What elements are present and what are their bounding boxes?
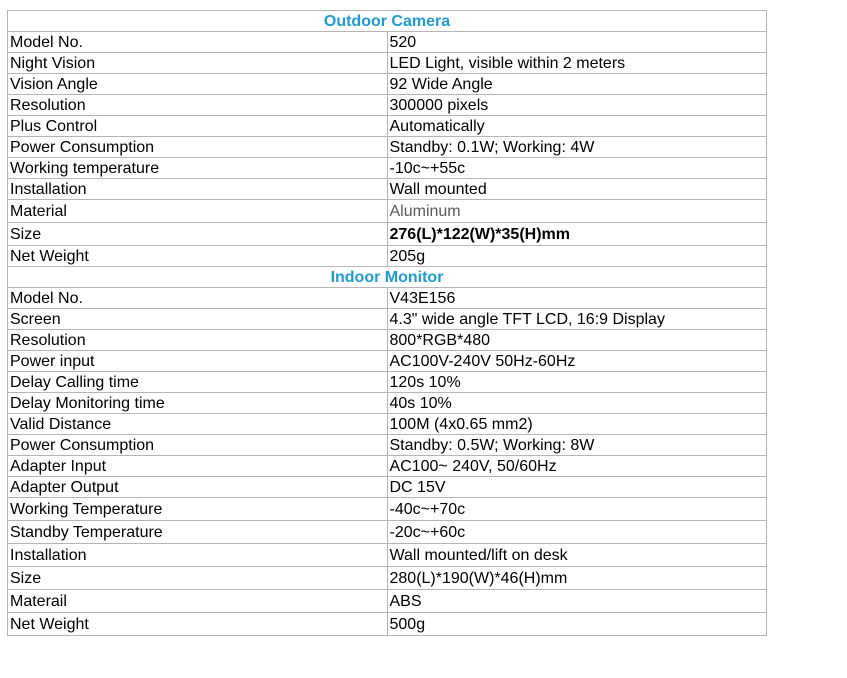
table-row — [8, 414, 767, 435]
spec-value: 205g — [387, 246, 767, 267]
spec-label: Resolution — [8, 95, 388, 116]
table-row — [8, 477, 767, 498]
spec-label: Adapter Input — [8, 456, 388, 477]
spec-value: AC100~ 240V, 50/60Hz — [387, 456, 767, 477]
table-row — [8, 179, 767, 200]
section-title-indoor-monitor: Indoor Monitor — [8, 267, 767, 288]
table-row — [8, 567, 767, 590]
spec-value: 40s 10% — [387, 393, 767, 414]
spec-value: AC100V-240V 50Hz-60Hz — [387, 351, 767, 372]
spec-value: 520 — [387, 32, 767, 53]
table-row — [8, 288, 767, 309]
spec-value: Standby: 0.1W; Working: 4W — [387, 137, 767, 158]
spec-label: Adapter Output — [8, 477, 388, 498]
spec-value: ABS — [387, 590, 767, 613]
table-row — [8, 200, 767, 223]
spec-label: Working Temperature — [8, 498, 388, 521]
spec-value: Wall mounted — [387, 179, 767, 200]
table-row — [8, 435, 767, 456]
table-row — [8, 32, 767, 53]
table-row — [8, 393, 767, 414]
table-row — [8, 74, 767, 95]
spec-label: Material — [8, 200, 388, 223]
table-row — [8, 372, 767, 393]
spec-label: Valid Distance — [8, 414, 388, 435]
spec-value: 4.3" wide angle TFT LCD, 16:9 Display — [387, 309, 767, 330]
table-row — [8, 590, 767, 613]
spec-value: 280(L)*190(W)*46(H)mm — [387, 567, 767, 590]
section-title-outdoor-camera: Outdoor Camera — [8, 11, 767, 32]
spec-value: 800*RGB*480 — [387, 330, 767, 351]
spec-label: Power Consumption — [8, 435, 388, 456]
table-row — [8, 223, 767, 246]
spec-value: 92 Wide Angle — [387, 74, 767, 95]
spec-value: -10c~+55c — [387, 158, 767, 179]
spec-label: Standby Temperature — [8, 521, 388, 544]
section-header-outdoor — [8, 11, 767, 32]
spec-label: Delay Calling time — [8, 372, 388, 393]
spec-table — [7, 10, 767, 636]
spec-value: -20c~+60c — [387, 521, 767, 544]
table-row — [8, 351, 767, 372]
spec-label: Power input — [8, 351, 388, 372]
table-row — [8, 116, 767, 137]
spec-value: 100M (4x0.65 mm2) — [387, 414, 767, 435]
spec-value: DC 15V — [387, 477, 767, 498]
spec-label: Net Weight — [8, 246, 388, 267]
spec-label: Net Weight — [8, 613, 388, 636]
table-row — [8, 330, 767, 351]
table-row — [8, 309, 767, 330]
spec-label: Night Vision — [8, 53, 388, 74]
spec-value: 120s 10% — [387, 372, 767, 393]
spec-label: Size — [8, 567, 388, 590]
spec-value: Standby: 0.5W; Working: 8W — [387, 435, 767, 456]
spec-label: Installation — [8, 179, 388, 200]
table-row — [8, 95, 767, 116]
table-row — [8, 456, 767, 477]
spec-label: Plus Control — [8, 116, 388, 137]
table-row — [8, 137, 767, 158]
spec-value: Wall mounted/lift on desk — [387, 544, 767, 567]
spec-label: Power Consumption — [8, 137, 388, 158]
spec-value: 500g — [387, 613, 767, 636]
spec-value: Aluminum — [387, 200, 767, 223]
spec-label: Vision Angle — [8, 74, 388, 95]
table-row — [8, 613, 767, 636]
spec-label: Size — [8, 223, 388, 246]
spec-label: Delay Monitoring time — [8, 393, 388, 414]
table-row — [8, 544, 767, 567]
spec-value: 300000 pixels — [387, 95, 767, 116]
spec-value: 276(L)*122(W)*35(H)mm — [387, 223, 767, 246]
spec-label: Model No. — [8, 288, 388, 309]
spec-label: Model No. — [8, 32, 388, 53]
table-row — [8, 521, 767, 544]
spec-value: Automatically — [387, 116, 767, 137]
spec-value: -40c~+70c — [387, 498, 767, 521]
table-row — [8, 53, 767, 74]
spec-label: Screen — [8, 309, 388, 330]
spec-label: Resolution — [8, 330, 388, 351]
table-row — [8, 158, 767, 179]
spec-value: LED Light, visible within 2 meters — [387, 53, 767, 74]
spec-label: Materail — [8, 590, 388, 613]
table-row — [8, 498, 767, 521]
section-header-indoor — [8, 267, 767, 288]
spec-value: V43E156 — [387, 288, 767, 309]
spec-label: Installation — [8, 544, 388, 567]
table-row — [8, 246, 767, 267]
spec-label: Working temperature — [8, 158, 388, 179]
